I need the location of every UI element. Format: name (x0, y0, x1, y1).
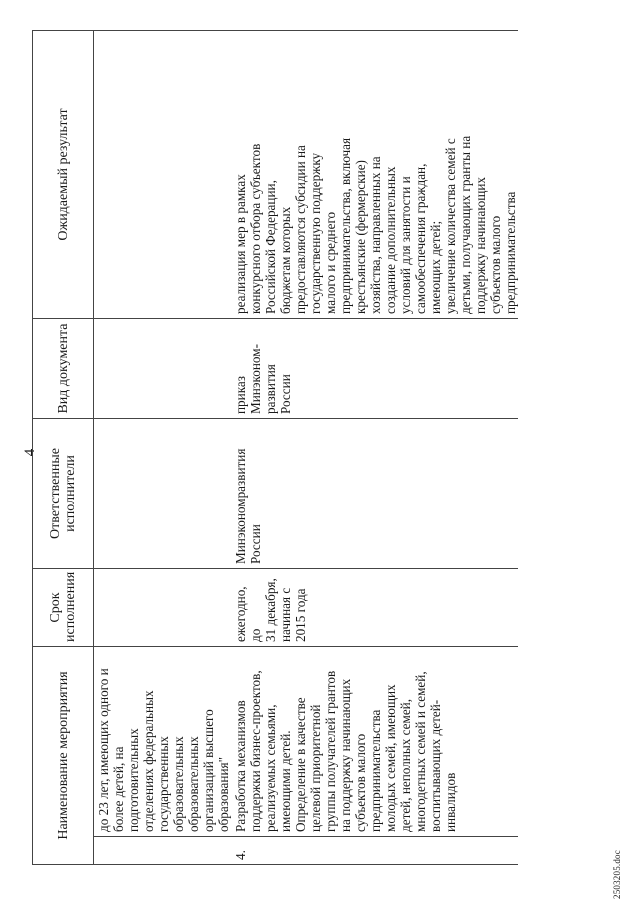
text-line: целевой приоритетной (308, 704, 323, 832)
text-line: Минэконом- (248, 344, 263, 414)
text-line: развития России (263, 364, 293, 414)
cell-expected-result (231, 31, 518, 319)
text-line: бюджетам которых (278, 206, 293, 314)
page-number: 4 (22, 448, 38, 457)
text-line: реализуемых семьями, (263, 704, 278, 832)
text-line: России (248, 524, 263, 564)
row-number: 4. (231, 837, 518, 865)
text-line: поддержку начинающих (473, 177, 488, 314)
text-line: предоставляются субсидии на (293, 145, 308, 314)
header-measure-name: Наименование мероприятия (33, 647, 94, 865)
action-plan-table (32, 30, 518, 865)
cell-term (231, 569, 518, 647)
cell-document-type (231, 319, 518, 419)
text-line: многодетных семей и семей, (413, 671, 428, 832)
text-line: образования" (216, 757, 231, 832)
text-line: конкурсного отбора субъектов (248, 143, 263, 314)
text-line: самообеспечения граждан, (413, 163, 428, 314)
text-line: субъектов малого (488, 215, 503, 314)
text-line: образовательных (186, 736, 201, 832)
text-line: на поддержку начинающих (338, 678, 353, 832)
text-line: государственную поддержку (308, 152, 323, 314)
text-line: Определение в качестве (293, 697, 308, 832)
text-line: предпринимательства (368, 709, 383, 832)
text-line: инвалидов (443, 772, 458, 832)
text-line: государственных (156, 736, 171, 832)
header-document-type: Вид документа (33, 319, 94, 419)
text-line: субъектов малого (353, 733, 368, 832)
cell-measure-name (231, 647, 518, 837)
text-line: крестьянские (фермерские) (353, 160, 368, 314)
text-line: имеющими детей. (278, 730, 293, 832)
text-line: 2015 года (293, 588, 308, 642)
cell-term-empty (94, 569, 232, 647)
text-line: 31 декабря, (263, 578, 278, 642)
header-executors: Ответственные исполнители (33, 419, 94, 569)
text-line: до 23 лет, имеющих одного и (96, 668, 111, 832)
text-line: организаций высшего (201, 709, 216, 832)
text-line: детьми, получающих гранты на (458, 135, 473, 314)
text-line: предпринимательства, включая (338, 137, 353, 314)
text-line: условий для занятости и (398, 176, 413, 314)
text-line: Минэкономразвития (233, 448, 248, 564)
table-row-continued (94, 31, 232, 865)
text-line: подготовительных (126, 728, 141, 832)
text-line: реализация мер в рамках (233, 174, 248, 314)
text-line: группы получателей грантов (323, 670, 338, 832)
text-line: ежегодно, (233, 586, 248, 642)
text-line: более детей, на (111, 746, 126, 832)
header-term: Срок исполнения (33, 569, 94, 647)
text-line: создание дополнительных (383, 166, 398, 314)
text-line: воспитывающих детей- (428, 699, 443, 832)
cell-result-empty (94, 31, 232, 319)
text-line: хозяйства, направленных на (368, 156, 383, 314)
cell-executors-empty (94, 419, 232, 569)
header-expected-result: Ожидаемый результат (33, 31, 94, 319)
text-line: малого и среднего (323, 211, 338, 314)
cell-doc-empty (94, 319, 232, 419)
text-line: Российской Федерации, (263, 180, 278, 314)
text-line: приказ (233, 376, 248, 414)
text-line: предпринимательства (503, 191, 518, 314)
table-header-row (33, 31, 94, 865)
text-line: начиная с (278, 587, 293, 642)
text-line: молодых семей, имеющих (383, 684, 398, 832)
text-line: образовательных (171, 736, 186, 832)
text-line: отделениях федеральных (141, 690, 156, 832)
cell-number-empty (94, 837, 232, 865)
text-line: поддержки бизнес-проектов, (248, 670, 263, 832)
cell-executors (231, 419, 518, 569)
table-row-4 (231, 31, 518, 865)
text-line: увеличение количества семей с (443, 138, 458, 314)
text-line: Разработка механизмов (233, 700, 248, 832)
document-file-code: 2503205.doc (612, 850, 622, 899)
text-line: имеющих детей; (428, 220, 443, 314)
cell-continued-name (94, 647, 232, 837)
text-line: детей, неполных семей, (398, 698, 413, 832)
text-line: до (248, 628, 263, 642)
